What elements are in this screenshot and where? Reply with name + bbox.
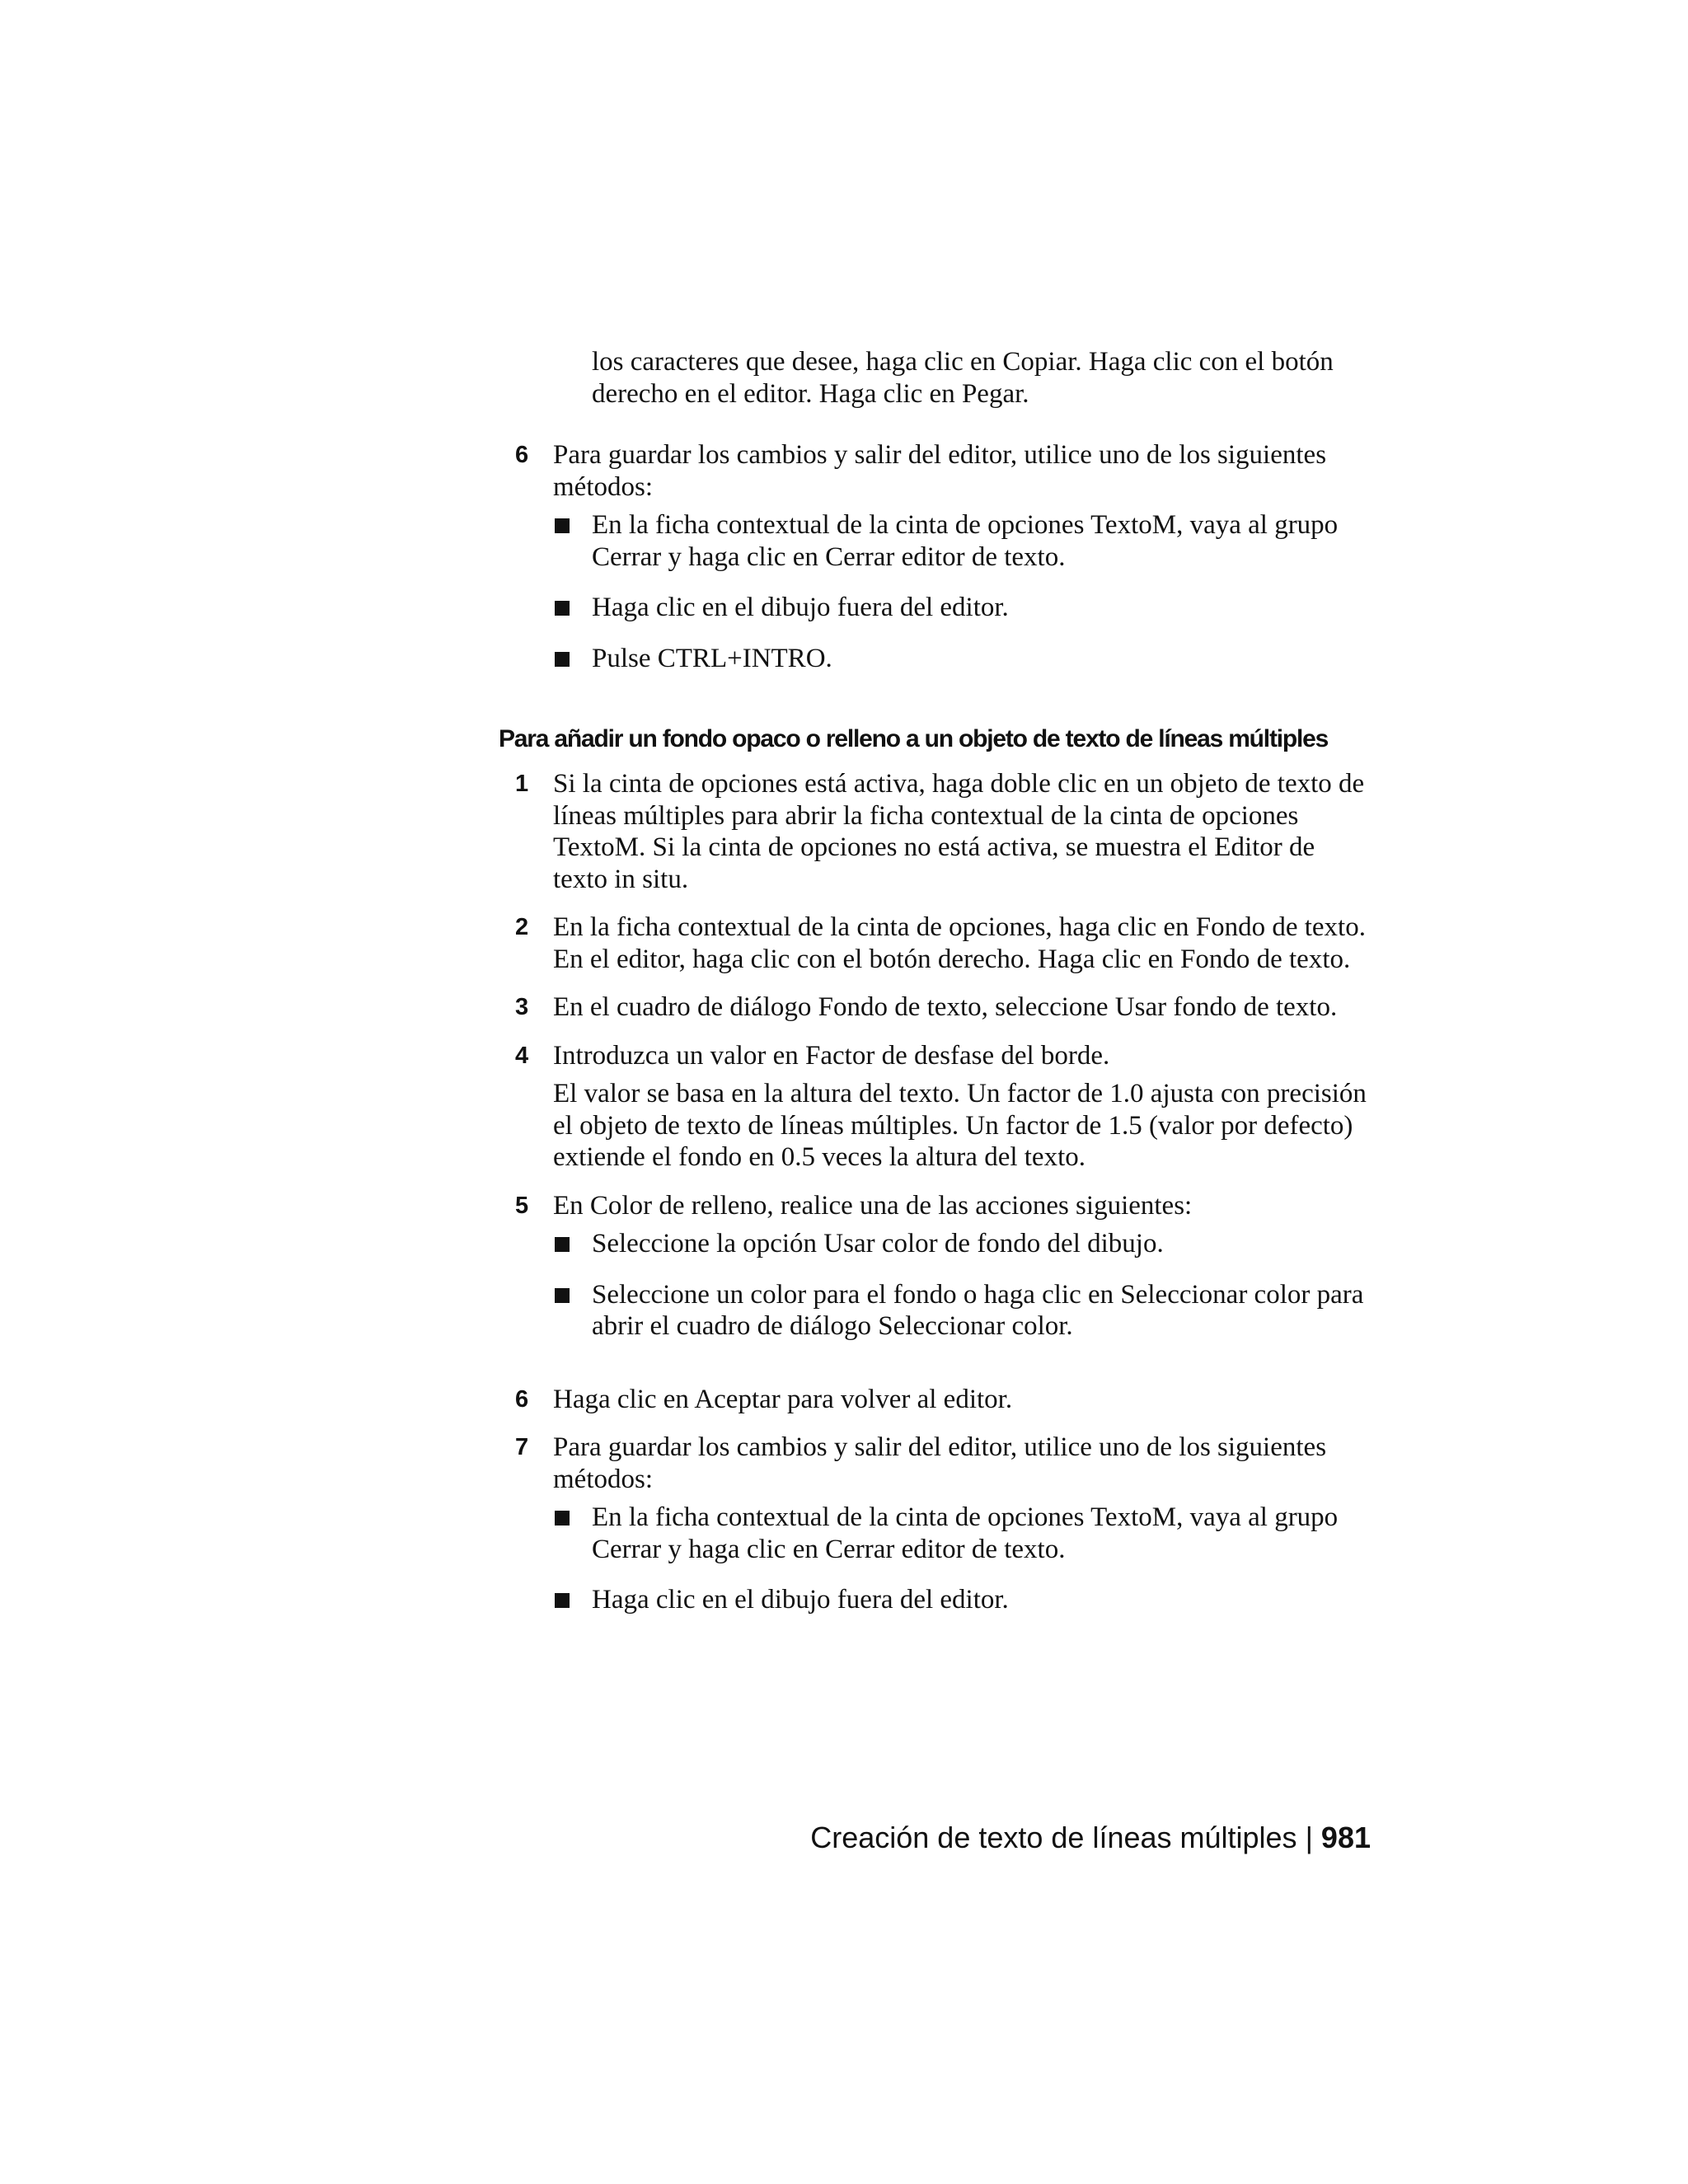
list-item xyxy=(553,509,1372,573)
bullet-text: Haga clic en el dibujo fuera del editor. xyxy=(592,593,1009,622)
list-item xyxy=(553,1584,1372,1616)
step-number: 4 xyxy=(515,1042,529,1069)
step-text: Para guardar los cambios y salir del editor, utilice uno de los siguientes métodos: xyxy=(553,1432,1327,1494)
step-number: 3 xyxy=(515,994,529,1020)
section-heading: Para añadir un fondo opaco o relleno a un objeto de texto de líneas múltiples xyxy=(499,725,1329,752)
bullet-list xyxy=(553,1228,1372,1343)
step-number: 2 xyxy=(515,914,529,940)
step-3 xyxy=(499,991,1372,1024)
list-item xyxy=(553,1279,1372,1343)
square-bullet-icon xyxy=(555,1593,570,1608)
bullet-text: Seleccione la opción Usar color de fondo del dibujo. xyxy=(592,1229,1164,1258)
list-item xyxy=(553,1502,1372,1565)
step-5 xyxy=(499,1190,1372,1343)
step-note: El valor se basa en la altura del texto. Un factor de 1.0 ajusta con precisión el objeto de texto de líneas múltiples. Un factor de 1.5 (valor por defecto) extiende el fondo en 0.5 veces la altura del texto. xyxy=(553,1079,1367,1172)
step-6 xyxy=(499,1384,1372,1416)
bullet-text: Haga clic en el dibujo fuera del editor. xyxy=(592,1585,1009,1615)
step-number: 6 xyxy=(515,1385,529,1413)
square-bullet-icon xyxy=(555,1237,570,1252)
step-text: En la ficha contextual de la cinta de opciones, haga clic en Fondo de texto. En el editor, haga clic con el botón derecho. Haga clic en Fondo de texto. xyxy=(553,912,1366,974)
list-item xyxy=(553,592,1372,624)
step-2 xyxy=(499,912,1372,975)
continuation-paragraph: los caracteres que desee, haga clic en Copiar. Haga clic con el botón derecho en el editor. Haga clic en Pegar. xyxy=(592,347,1334,409)
square-bullet-icon xyxy=(555,1288,570,1303)
bullet-text: Pulse CTRL+INTRO. xyxy=(592,643,832,673)
square-bullet-icon xyxy=(555,652,570,667)
page-number: 981 xyxy=(1320,1821,1371,1854)
step-text: Si la cinta de opciones está activa, haga doble clic en un objeto de texto de líneas múltiples para abrir la ficha contextual de la cinta de opciones TextoM. Si la cinta de opciones no está activa, se muestra el Editor de texto in situ. xyxy=(553,769,1365,894)
step-text: Para guardar los cambios y salir del editor, utilice uno de los siguientes métodos: xyxy=(553,440,1327,502)
step-text: En el cuadro de diálogo Fondo de texto, seleccione Usar fondo de texto. xyxy=(553,992,1338,1022)
footer-separator: | xyxy=(1305,1821,1313,1854)
step-4 xyxy=(499,1040,1372,1174)
list-item xyxy=(553,643,1372,675)
list-item xyxy=(553,1228,1372,1260)
footer-chapter-title: Creación de texto de líneas múltiples xyxy=(810,1821,1297,1854)
step-1 xyxy=(499,768,1372,895)
step-number: 5 xyxy=(515,1192,529,1219)
page-footer xyxy=(810,1820,1371,1856)
step-7 xyxy=(499,1432,1372,1616)
page-content xyxy=(499,346,1372,1633)
square-bullet-icon xyxy=(555,601,570,616)
bullet-text: En la ficha contextual de la cinta de opciones TextoM, vaya al grupo Cerrar y haga clic en Cerrar editor de texto. xyxy=(592,510,1339,572)
list-spacer xyxy=(499,1359,1372,1384)
bullet-text: Seleccione un color para el fondo o haga clic en Seleccionar color para abrir el cuadro de diálogo Seleccionar color. xyxy=(592,1279,1364,1341)
step-text: En Color de relleno, realice una de las acciones siguientes: xyxy=(553,1190,1193,1221)
step-number: 7 xyxy=(515,1434,529,1460)
bullet-list xyxy=(553,509,1372,674)
square-bullet-icon xyxy=(555,1511,570,1526)
step-number: 6 xyxy=(515,442,529,468)
step-text: Introduzca un valor en Factor de desfase del borde. xyxy=(553,1040,1110,1071)
step-text: Haga clic en Aceptar para volver al editor. xyxy=(553,1384,1013,1414)
prev-step-6 xyxy=(499,439,1372,674)
bullet-text: En la ficha contextual de la cinta de opciones TextoM, vaya al grupo Cerrar y haga clic en Cerrar editor de texto. xyxy=(592,1502,1339,1564)
bullet-list xyxy=(553,1502,1372,1616)
step-number: 1 xyxy=(515,771,529,797)
square-bullet-icon xyxy=(555,518,570,533)
